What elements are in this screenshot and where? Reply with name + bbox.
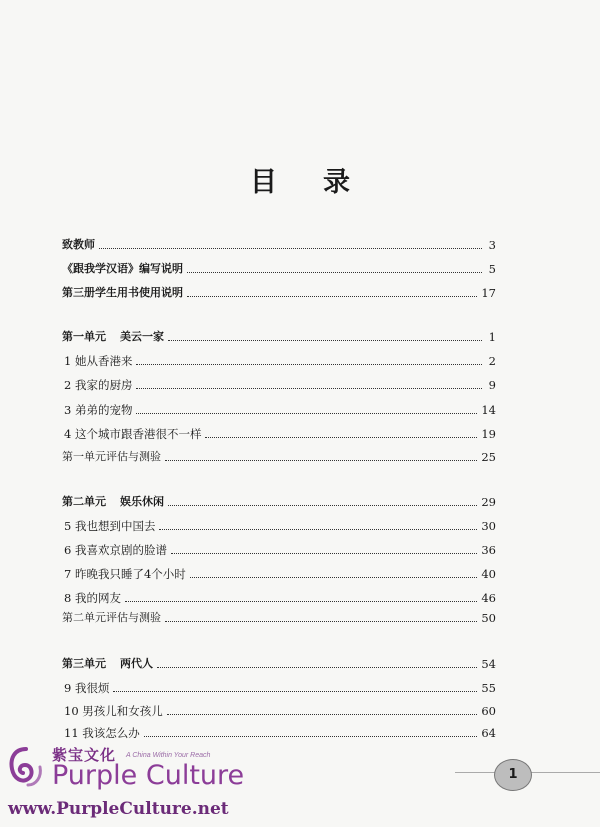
page-ref: 2	[488, 354, 496, 368]
footer-rule-right	[530, 772, 600, 773]
watermark-url[interactable]: www.PurpleCulture.net	[8, 799, 229, 819]
page-ref: 46	[481, 591, 496, 605]
watermark-tagline: A China Within Your Reach	[126, 752, 211, 759]
toc-lesson-5[interactable]: 5 我也想到中国去 30	[64, 519, 496, 533]
toc-unit-2[interactable]: 第二单元 娱乐休闲 29	[62, 495, 496, 509]
page-ref: 29	[481, 495, 496, 509]
watermark-brand-en: Purple Culture	[52, 760, 245, 791]
toc-lesson-9[interactable]: 9 我很烦 55	[64, 681, 496, 695]
page-ref: 14	[481, 403, 496, 417]
toc-lesson-10[interactable]: 10 男孩儿和女孩儿 60	[64, 704, 496, 718]
toc-unit-1-assessment[interactable]: 第一单元评估与测验 25	[62, 450, 496, 464]
purple-culture-logo-icon	[6, 745, 46, 795]
toc-entry-to-teachers[interactable]: 致教师 3	[62, 238, 496, 252]
page-ref: 30	[481, 519, 496, 533]
toc-lesson-7[interactable]: 7 昨晚我只睡了4个小时 40	[64, 567, 496, 581]
page-ref: 17	[481, 286, 496, 300]
toc-lesson-3[interactable]: 3 弟弟的宠物 14	[64, 403, 496, 417]
page-number-badge: 1	[494, 759, 532, 791]
footer-rule-left	[455, 772, 495, 773]
toc-lesson-8[interactable]: 8 我的网友 46	[64, 591, 496, 605]
toc-unit-2-assessment[interactable]: 第二单元评估与测验 50	[62, 611, 496, 625]
title-char-1: 目	[250, 167, 277, 198]
toc-lesson-4[interactable]: 4 这个城市跟香港很不一样 19	[64, 427, 496, 441]
page-ref: 25	[481, 450, 496, 464]
watermark-brand-cn: 紫宝文化	[52, 746, 117, 764]
toc-unit-1[interactable]: 第一单元 美云一家 1	[62, 330, 496, 344]
page-title	[0, 160, 600, 199]
page-ref: 55	[481, 681, 496, 695]
page-ref: 50	[481, 611, 496, 625]
page-ref: 19	[481, 427, 496, 441]
page-ref: 9	[488, 378, 496, 392]
toc-lesson-1[interactable]: 1 她从香港来 2	[64, 354, 496, 368]
page-ref: 5	[488, 262, 496, 276]
page-ref: 54	[481, 657, 496, 671]
page-ref: 64	[481, 726, 496, 740]
page-ref: 1	[488, 330, 496, 344]
toc-lesson-6[interactable]: 6 我喜欢京剧的脸谱 36	[64, 543, 496, 557]
toc-lesson-2[interactable]: 2 我家的厨房 9	[64, 378, 496, 392]
toc-unit-3[interactable]: 第三单元 两代人 54	[62, 657, 496, 671]
toc-lesson-11[interactable]: 11 我该怎么办 64	[64, 726, 496, 740]
page-ref: 3	[488, 238, 496, 252]
title-char-2: 录	[323, 167, 350, 198]
toc-entry-compilation-notes[interactable]: 《跟我学汉语》编写说明 5	[62, 262, 496, 276]
page-ref: 40	[481, 567, 496, 581]
page-ref: 60	[481, 704, 496, 718]
page-ref: 36	[481, 543, 496, 557]
toc-entry-student-book-guide[interactable]: 第三册学生用书使用说明 17	[62, 286, 496, 300]
